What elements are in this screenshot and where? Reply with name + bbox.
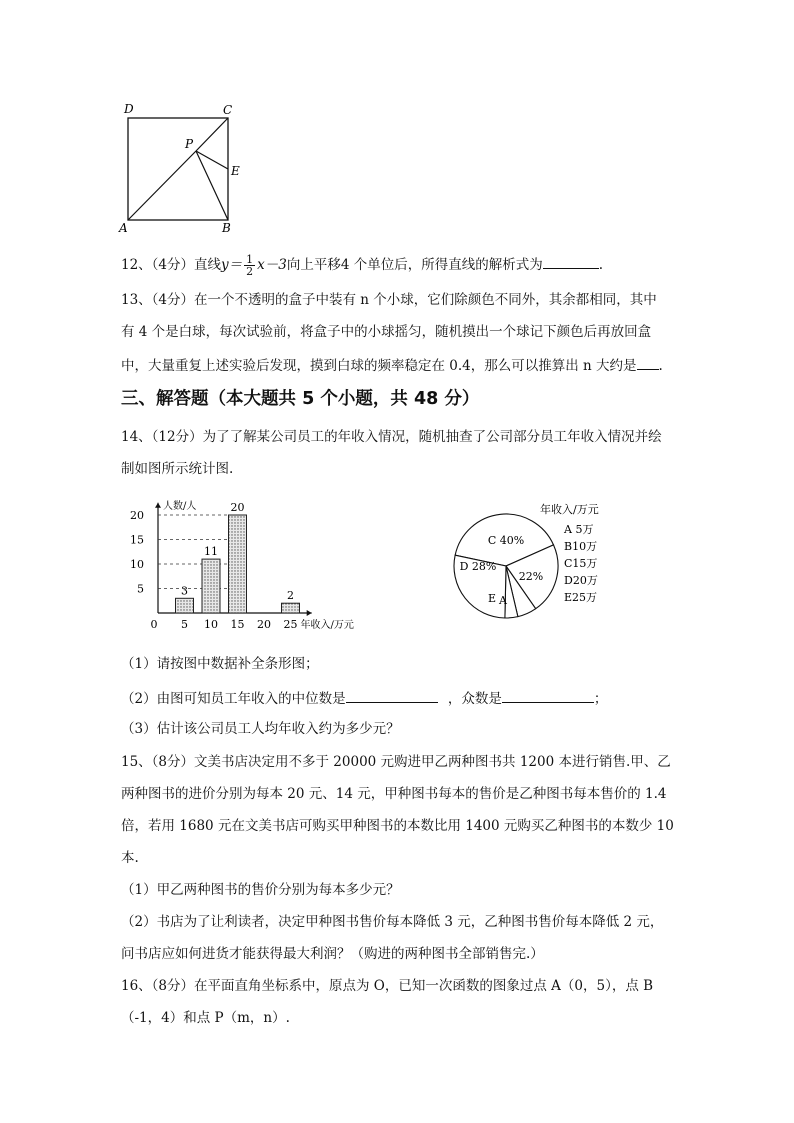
label-e: E bbox=[231, 164, 240, 178]
segment-pb bbox=[196, 151, 228, 220]
x-tick-label: 20 bbox=[257, 618, 271, 631]
pie-slice-label: E bbox=[487, 592, 497, 605]
q14-sub-2 bbox=[121, 688, 607, 708]
q12-y-eq: y＝ bbox=[221, 257, 243, 273]
x-tick-label: 25 bbox=[283, 618, 298, 631]
bar-value-label: 3 bbox=[181, 584, 188, 598]
label-d: D bbox=[124, 102, 134, 116]
q13-line-2: 有 4 个是白球，每次试验前，将盒子中的小球摇匀，随机摸出一个球记下颜色后再放回盒 bbox=[121, 324, 652, 340]
bar bbox=[282, 603, 300, 613]
pie-legend-item: C15万 bbox=[564, 557, 598, 570]
bar-chart bbox=[120, 495, 370, 640]
q12-expr: x－3 bbox=[257, 257, 287, 273]
q14-line-2: 制如图所示统计图. bbox=[121, 461, 234, 477]
q13-line-3: 中，大量重复上述实验后发现，摸到白球的频率稳定在 0.4，那么可以推算出 n 大约是 bbox=[121, 358, 637, 374]
question-13-line-3 bbox=[121, 355, 663, 375]
q12-number: 12、（4分） bbox=[121, 257, 195, 273]
q12-answer-blank[interactable] bbox=[543, 254, 599, 269]
y-axis-label: 人数/人 bbox=[163, 501, 197, 513]
pie-legend-item: D20万 bbox=[564, 574, 598, 587]
q16-line-2: （-1，4）和点 P（m，n）. bbox=[121, 1010, 290, 1026]
bar bbox=[202, 559, 220, 613]
pie-legend-item: E25万 bbox=[564, 591, 598, 604]
q14-sub2-b: ，众数是 bbox=[447, 691, 502, 707]
q14-sub2-a: （2）由图可知员工年收入的中位数是 bbox=[121, 691, 346, 707]
q15-sub-2-line-1: （2）书店为了让利读者，决定甲种图书售价每本降低 3 元，乙种图书售价每本降低 2 元， bbox=[121, 914, 664, 930]
q14-median-blank[interactable] bbox=[346, 688, 438, 703]
pie-slice-label: C 40% bbox=[487, 534, 525, 547]
q15-sub-1: （1）甲乙两种图书的售价分别为每本多少元？ bbox=[121, 882, 400, 898]
q14-sub-3: （3）估计该公司员工人均年收入约为多少元？ bbox=[121, 721, 400, 737]
q15-line-3: 倍，若用 1680 元在文美书店可购买甲种图书的本数比用 1400 元购买乙种图书的本数少 10 bbox=[121, 818, 674, 834]
pie-legend-item: A 5万 bbox=[564, 523, 594, 536]
q12-text-after: 向上平移4 个单位后，所得直线的解析式为 bbox=[286, 257, 543, 273]
q12-text-before: 直线 bbox=[194, 257, 222, 273]
pie-slice-label: D 28% bbox=[459, 560, 497, 573]
y-axis-arrow bbox=[155, 503, 161, 508]
q14-line-1: 14、（12分）为了了解某公司员工的年收入情况，随机抽查了公司部分员工年收入情况并绘 bbox=[121, 429, 662, 445]
section-3-title: 三、解答题（本大题共 5 个小题，共 48 分） bbox=[121, 389, 480, 409]
q14-mode-blank[interactable] bbox=[502, 688, 594, 703]
question-12 bbox=[121, 254, 603, 277]
q15-line-2: 两种图书的进价分别为每本 20 元、14 元，甲种图书每本的售价是乙种图书每本售价的 1.4 bbox=[121, 786, 667, 802]
q15-sub-2-line-2: 问书店应如何进货才能获得最大利润？（购进的两种图书全部销售完.） bbox=[121, 946, 544, 962]
x-tick-label: 10 bbox=[204, 618, 218, 631]
x-tick-label: 0 bbox=[150, 618, 158, 631]
q13-end: . bbox=[658, 358, 663, 374]
q12-end: . bbox=[598, 257, 604, 273]
x-axis-arrow bbox=[307, 610, 312, 616]
pie-legend-item: B10万 bbox=[564, 540, 598, 553]
q16-line-1: 16、（8分）在平面直角坐标系中，原点为 O，已知一次函数的图象过点 A（0，5），点 B bbox=[121, 978, 654, 994]
q12-fraction bbox=[244, 254, 255, 277]
pie-slice-label: 22% bbox=[518, 570, 544, 583]
pie-chart bbox=[448, 495, 628, 625]
q15-line-1: 15、（8分）文美书店决定用不多于 20000 元购进甲乙两种图书共 1200 本进行销售.甲、乙 bbox=[121, 754, 671, 770]
x-tick-label: 15 bbox=[230, 618, 245, 631]
y-tick-label: 15 bbox=[130, 533, 144, 547]
bar-value-label: 2 bbox=[287, 589, 294, 603]
label-c: C bbox=[223, 103, 233, 117]
segment-pc bbox=[196, 118, 228, 151]
segment-ap bbox=[128, 151, 196, 220]
bar-value-label: 20 bbox=[230, 501, 245, 514]
q12-frac-num: 1 bbox=[246, 253, 254, 266]
q13-answer-blank[interactable] bbox=[637, 355, 659, 370]
q13-line-1: 13、（4分）在一个不透明的盒子中装有 n 个小球，它们除颜色不同外，其余都相同，其中 bbox=[121, 292, 657, 308]
label-a: A bbox=[119, 221, 128, 235]
bar bbox=[176, 598, 194, 613]
q14-sub2-c: ； bbox=[593, 691, 608, 707]
label-p: P bbox=[185, 137, 194, 151]
q15-line-4: 本. bbox=[121, 850, 139, 866]
q12-frac-den: 2 bbox=[246, 265, 254, 278]
x-axis-label: 年收入/万元 bbox=[300, 620, 354, 631]
y-tick-label: 5 bbox=[137, 582, 144, 596]
q14-sub-1: （1）请按图中数据补全条形图； bbox=[121, 656, 319, 672]
pie-legend-title: 年收入/万元 bbox=[540, 503, 599, 516]
y-tick-label: 10 bbox=[130, 558, 144, 571]
bar bbox=[229, 515, 247, 613]
label-b: B bbox=[222, 221, 231, 235]
pie-slice-label: A bbox=[499, 594, 507, 607]
x-tick-label: 5 bbox=[181, 618, 188, 631]
geometry-figure bbox=[115, 100, 255, 238]
bar-value-label: 11 bbox=[204, 545, 218, 559]
y-tick-label: 20 bbox=[130, 509, 144, 522]
